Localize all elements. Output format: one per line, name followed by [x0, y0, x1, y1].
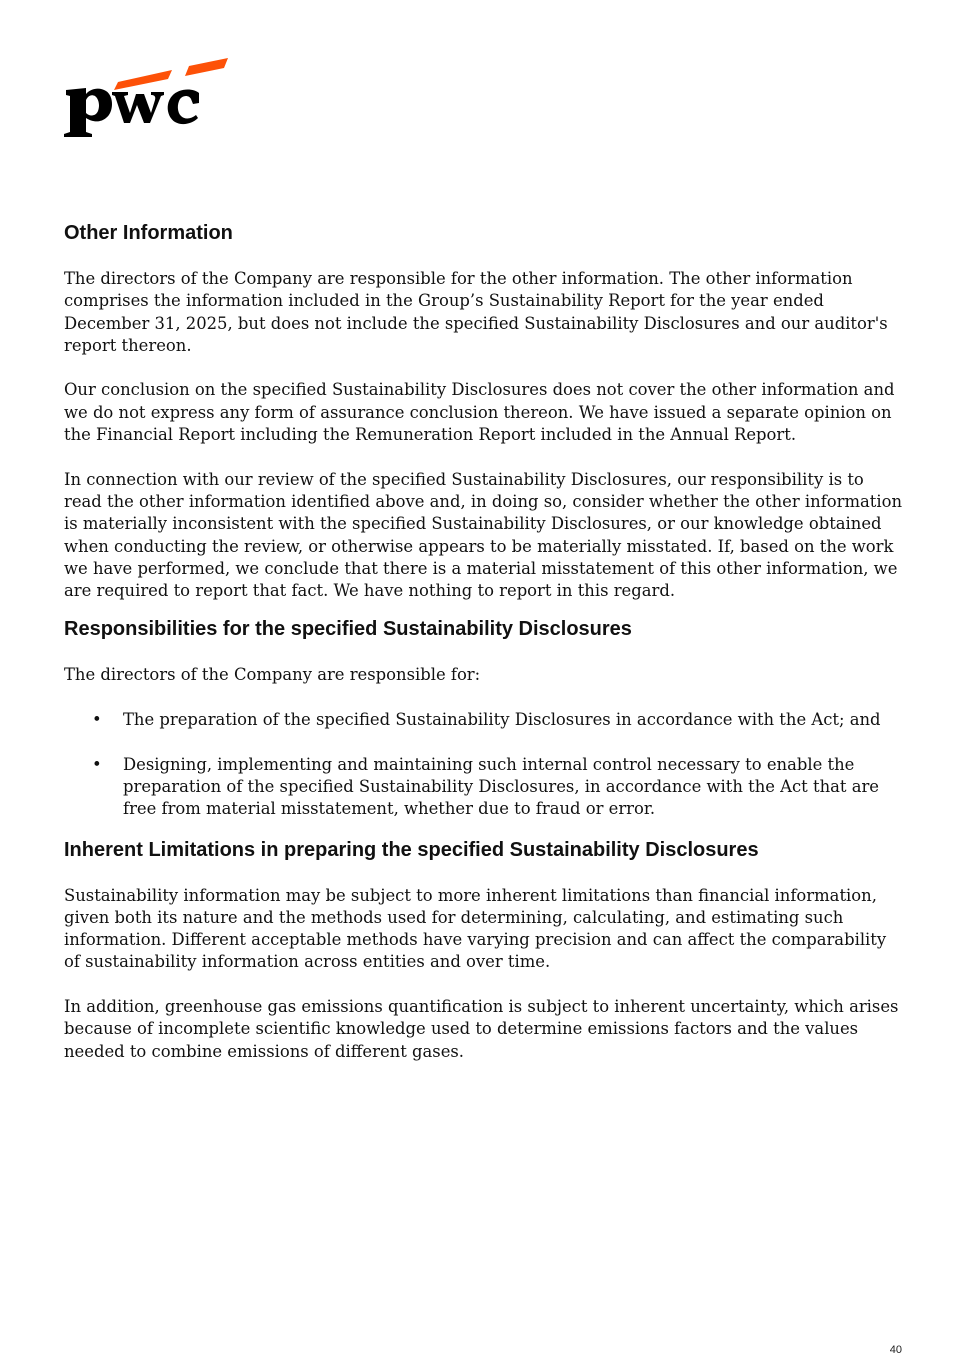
logo-letter-p — [64, 88, 112, 137]
section-heading: Inherent Limitations in preparing the specified Sustainability Disclosures — [64, 838, 759, 861]
page-number: 40 — [889, 1344, 902, 1356]
section-responsibilities — [64, 614, 906, 820]
logo-accent-bar-short — [114, 70, 172, 90]
paragraph: In connection with our review of the specified Sustainability Disclosures, our responsibility is to read the other information identified above and, in doing so, consider whether the other information is materially inconsistent with the specified Sustainability Disclosures, or our knowledge obtained when conducting the review, or otherwise appears to be materially misstated. If, based on the work we have performed, we conclude that there is a material misstatement of this other information, we are required to report that fact. We have nothing to report in this regard. — [64, 469, 903, 601]
list-item-text: Designing, implementing and maintaining such internal control necessary to enable the preparation of the specified Sustainability Disclosures, in accordance with the Act that are free from material misstatement, whether due to fraud or error. — [123, 754, 880, 819]
logo-accent-bar-long — [185, 58, 228, 76]
paragraph: The directors of the Company are responsible for the other information. The other information comprises the information included in the Group’s Sustainability Report for the year ended December 31, 2025, but does not include the specified Sustainability Disclosures and our auditor's report thereon. — [64, 269, 888, 355]
list-item — [64, 754, 906, 821]
section-heading: Responsibilities for the specified Sustainability Disclosures — [64, 618, 632, 641]
section-other-information — [64, 218, 906, 602]
logo-letter-c — [168, 90, 199, 125]
document-body — [64, 218, 906, 1085]
section-heading: Other Information — [64, 222, 233, 244]
logo-letter-w — [112, 92, 164, 123]
pwc-logo-graphic — [64, 56, 234, 146]
bullet-glyph: • — [92, 754, 102, 774]
bullet-glyph: • — [92, 710, 102, 730]
paragraph: In addition, greenhouse gas emissions quantification is subject to inherent uncertainty, which arises because of incomplete scientific knowledge used to determine emissions factors and the values needed to combine emissions of different gases. — [64, 997, 899, 1061]
paragraph: The directors of the Company are responsible for: — [64, 665, 481, 685]
paragraph: Sustainability information may be subject to more inherent limitations than financial information, given both its nature and the methods used for determining, calculating, and estimating such information. Different acceptable methods have varying precision and can affect the comparability of sustainability information across entities and over time. — [64, 885, 887, 972]
paragraph: Our conclusion on the specified Sustainability Disclosures does not cover the other information and we do not express any form of assurance conclusion thereon. We have issued a separate opinion on the Financial Report including the Remuneration Report included in the Annual Report. — [64, 380, 895, 445]
bullet-list — [64, 709, 906, 820]
list-item-text: The preparation of the specified Sustainability Disclosures in accordance with the Act; and — [123, 710, 881, 730]
pwc-logo — [64, 56, 234, 146]
list-item — [64, 709, 906, 731]
section-inherent-limitations — [64, 835, 906, 1063]
